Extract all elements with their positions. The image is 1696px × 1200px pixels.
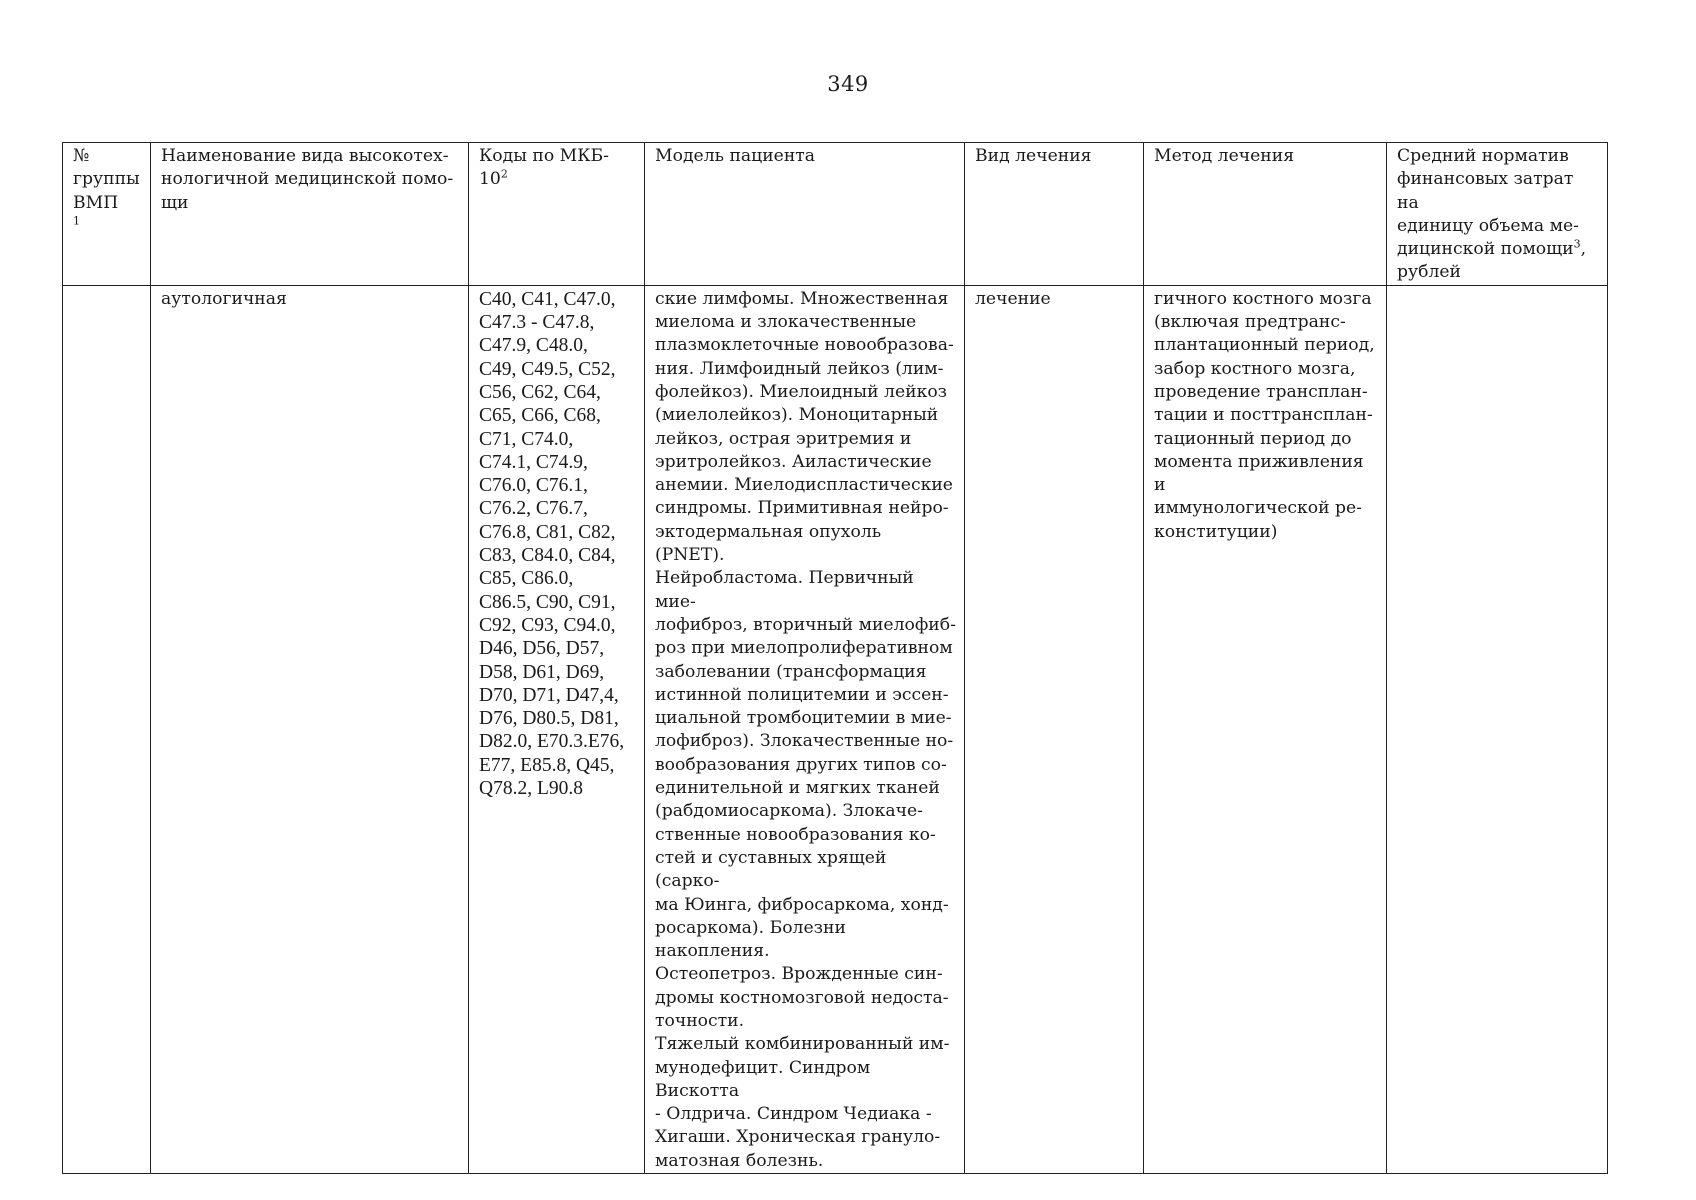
cell-patient-model: ские лимфомы. Множественная миелома и злокачественные плазмоклеточные новообразова- ния. Лимфоидный лейкоз (лим- фолейкоз). Миелоидный лейкоз (миелолейкоз). Моноцитарный лейкоз, острая эритремия и эритролейкоз. Аиластические анемии. Миелодиспластические синдромы. Примитивная нейро- эктодермальная опухоль (PNET). Нейробластома. Первичный мие- лофиброз, вторичный миелофиб- роз при миелопролиферативном заболевании (трансформация истинной полицитемии и эссен- циальной тромбоцитемии в мие- лофиброз). Злокачественные но- вообразования других типов со- единительной и мягких тканей (рабдомиосаркома). Злокаче- ственные новообразования ко- стей и суставных хрящей (сарко- ма Юинга, фибросаркома, хонд- росаркома). Болезни накопления. Остеопетроз. Врожденные син- дромы костномозговой недоста- точности. Тяжелый комбинированный им- мунодефицит. Синдром Вискотта - Олдрича. Синдром Чедиака - Хигаши. Хроническая грануло- матозная болезнь. xyxy=(645,285,965,1173)
cell-average-cost xyxy=(1387,285,1608,1173)
cell-service-name: аутологичная xyxy=(151,285,469,1173)
cell-group-number xyxy=(63,285,151,1173)
header-row xyxy=(63,143,1608,286)
page-number: 349 xyxy=(827,72,869,96)
header-treatment-type: Вид лечения xyxy=(965,143,1144,286)
header-average-cost: Средний норматив финансовых затрат на единицу объема ме- дицинской помощи$^3$, рублей xyxy=(1387,143,1608,286)
header-service-name: Наименование вида высокотех- нологичной медицинской помо- щи xyxy=(151,143,469,286)
header-patient-model: Модель пациента xyxy=(645,143,965,286)
cell-treatment-method: гичного костного мозга (включая предтранс- плантационный период, забор костного мозга, проведение трансплан- тации и посттрансплан- тационный период до момента приживления и иммунологической ре- конституции) xyxy=(1144,285,1387,1173)
table-row xyxy=(63,285,1608,1173)
header-group-number: № группы ВМП $^1$ xyxy=(63,143,151,286)
footnote-1: 1 xyxy=(73,214,80,228)
vmp-table xyxy=(62,142,1608,1174)
cell-icd-codes: C40, C41, C47.0, C47.3 - C47.8, C47.9, C48.0, C49, C49.5, C52, C56, C62, C64, C65, C66, C68, C71, C74.0, C74.1, C74.9, C76.0, C76.1, C76.2, C76.7, C76.8, C81, C82, C83, C84.0, C84, C85, C86.0, C86.5, C90, C91, C92, C93, C94.0, D46, D56, D57, D58, D61, D69, D70, D71, D47,4, D76, D80.5, D81, D82.0, E70.3.E76, E77, E85.8, Q45, Q78.2, L90.8 xyxy=(469,285,645,1173)
header-icd-codes: Коды по МКБ- $10^2$ xyxy=(469,143,645,286)
footnote-2: 2 xyxy=(500,167,508,181)
footnote-3: 3 xyxy=(1573,237,1581,251)
header-treatment-method: Метод лечения xyxy=(1144,143,1387,286)
cell-treatment-type: лечение xyxy=(965,285,1144,1173)
